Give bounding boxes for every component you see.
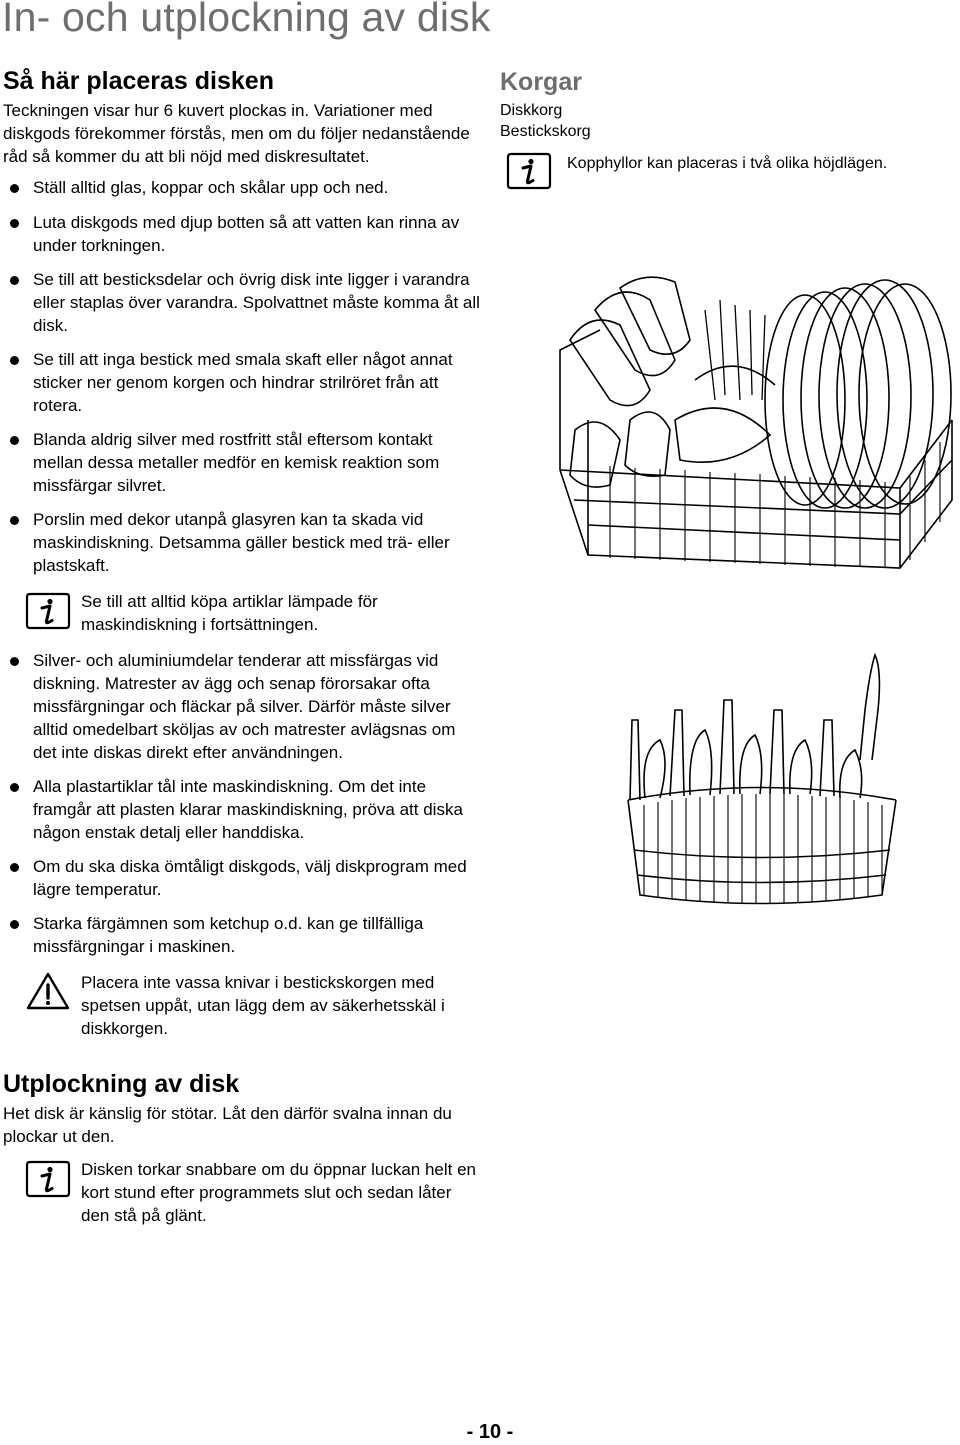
bullet-dot xyxy=(10,219,19,228)
list-item xyxy=(3,348,483,417)
dish-basket-illustration xyxy=(540,270,960,580)
list-item-text: Ställ alltid glas, koppar och skålar upp och ned. xyxy=(33,178,389,197)
basket-item-dish: Diskkorg xyxy=(500,102,563,119)
cutlery-basket-body xyxy=(628,788,896,904)
info-icon xyxy=(25,1160,71,1198)
list-item xyxy=(3,176,483,199)
warning-note xyxy=(3,971,483,1040)
bullet-list-b xyxy=(3,649,483,958)
list-item-text: Luta diskgods med djup botten så att vatten kan rinna av under torkningen. xyxy=(33,213,460,255)
list-item-text: Om du ska diska ömtåligt diskgods, välj diskprogram med lägre temperatur. xyxy=(33,857,467,899)
bullet-dot xyxy=(10,356,19,365)
list-item xyxy=(3,775,483,844)
list-item xyxy=(3,855,483,901)
bullet-list-a xyxy=(3,176,483,577)
basket-item-cutlery: Bestickskorg xyxy=(500,123,591,140)
section-heading-loading: Så här placeras disken xyxy=(3,67,274,95)
list-item-text: Starka färgämnen som ketchup o.d. kan ge tillfälliga missfärgningar i maskinen. xyxy=(33,914,424,956)
plates xyxy=(765,280,951,508)
bullet-dot xyxy=(10,436,19,445)
bullet-dot xyxy=(10,657,19,666)
list-item-text: Se till att besticksdelar och övrig disk inte ligger i varandra eller staplas över varandra. Spolvattnet måste komma åt all disk. xyxy=(33,270,480,335)
list-item-text: Se till att inga bestick med smala skaft eller något annat sticker ner genom korgen och hindrar strilröret från att rotera. xyxy=(33,350,453,415)
page-number: - 10 - xyxy=(466,1421,514,1443)
cutlery-basket-illustration xyxy=(620,650,910,910)
list-item xyxy=(3,508,483,577)
intro-text: Teckningen visar hur 6 kuvert plockas in. Variationer med diskgods förekommer förstås, men om du följer nedanstående råd så kommer du att bli nöjd med diskresultatet. xyxy=(3,101,470,166)
list-item-text: Blanda aldrig silver med rostfritt stål eftersom kontakt mellan dessa metaller medför en kemisk reaktion som missfärgar silvret. xyxy=(33,430,440,495)
info-note xyxy=(3,1158,481,1227)
bowls xyxy=(675,366,775,462)
info-note-text: Se till att alltid köpa artiklar lämpade för maskindiskning i fortsättningen. xyxy=(81,592,378,634)
list-item xyxy=(3,428,483,497)
section-heading-baskets: Korgar xyxy=(500,68,582,96)
info-note-text: Disken torkar snabbare om du öppnar luckan helt en kort stund efter programmets slut och sedan låter den stå på glänt. xyxy=(81,1160,477,1225)
list-item-text: Alla plastartiklar tål inte maskindiskning. Om det inte framgår att plasten klarar maskindiskning, pröva att diska någon enstak detalj eller handdiska. xyxy=(33,777,463,842)
list-item-text: Silver- och aluminiumdelar tenderar att missfärgas vid diskning. Matrester av ägg och senap förorsakar ofta missfärgningar och fläckar på silver. Därför måste silver alltid omedelbart sköljas av och matrester avlägsnas om det inte diskas direkt efter användningen. xyxy=(33,651,456,762)
right-column xyxy=(500,66,955,192)
info-icon xyxy=(25,592,71,630)
warning-icon xyxy=(25,971,71,1011)
info-note-text: Kopphyllor kan placeras i två olika höjdlägen. xyxy=(567,155,888,172)
list-item xyxy=(3,211,483,257)
bullet-dot xyxy=(10,276,19,285)
bullet-dot xyxy=(10,516,19,525)
list-item xyxy=(3,268,483,337)
bullet-dot xyxy=(10,863,19,872)
cutlery-handles xyxy=(705,300,765,400)
list-item xyxy=(3,649,483,764)
info-icon xyxy=(506,152,552,190)
left-column xyxy=(3,64,483,1227)
list-item xyxy=(3,912,483,958)
page-title: In- och utplockning av disk xyxy=(2,0,491,40)
info-note xyxy=(500,152,955,192)
bullet-dot xyxy=(10,783,19,792)
cutlery-items xyxy=(630,655,879,800)
bullet-dot xyxy=(10,184,19,193)
unloading-text: Het disk är känslig för stötar. Låt den därför svalna innan du plockar ut den. xyxy=(3,1104,452,1146)
section-heading-unloading: Utplockning av disk xyxy=(3,1070,240,1098)
cutlery-basket-slots xyxy=(644,794,882,903)
bullet-dot xyxy=(10,920,19,929)
warning-note-text: Placera inte vassa knivar i bestickskorgen med spetsen uppåt, utan lägg dem av säkerhetsskäl i diskkorgen. xyxy=(81,973,445,1038)
info-note xyxy=(3,590,483,636)
list-item-text: Porslin med dekor utanpå glasyren kan ta skada vid maskindiskning. Detsamma gäller bestick med trä- eller plastskaft. xyxy=(33,510,450,575)
basket-wires xyxy=(610,442,940,568)
